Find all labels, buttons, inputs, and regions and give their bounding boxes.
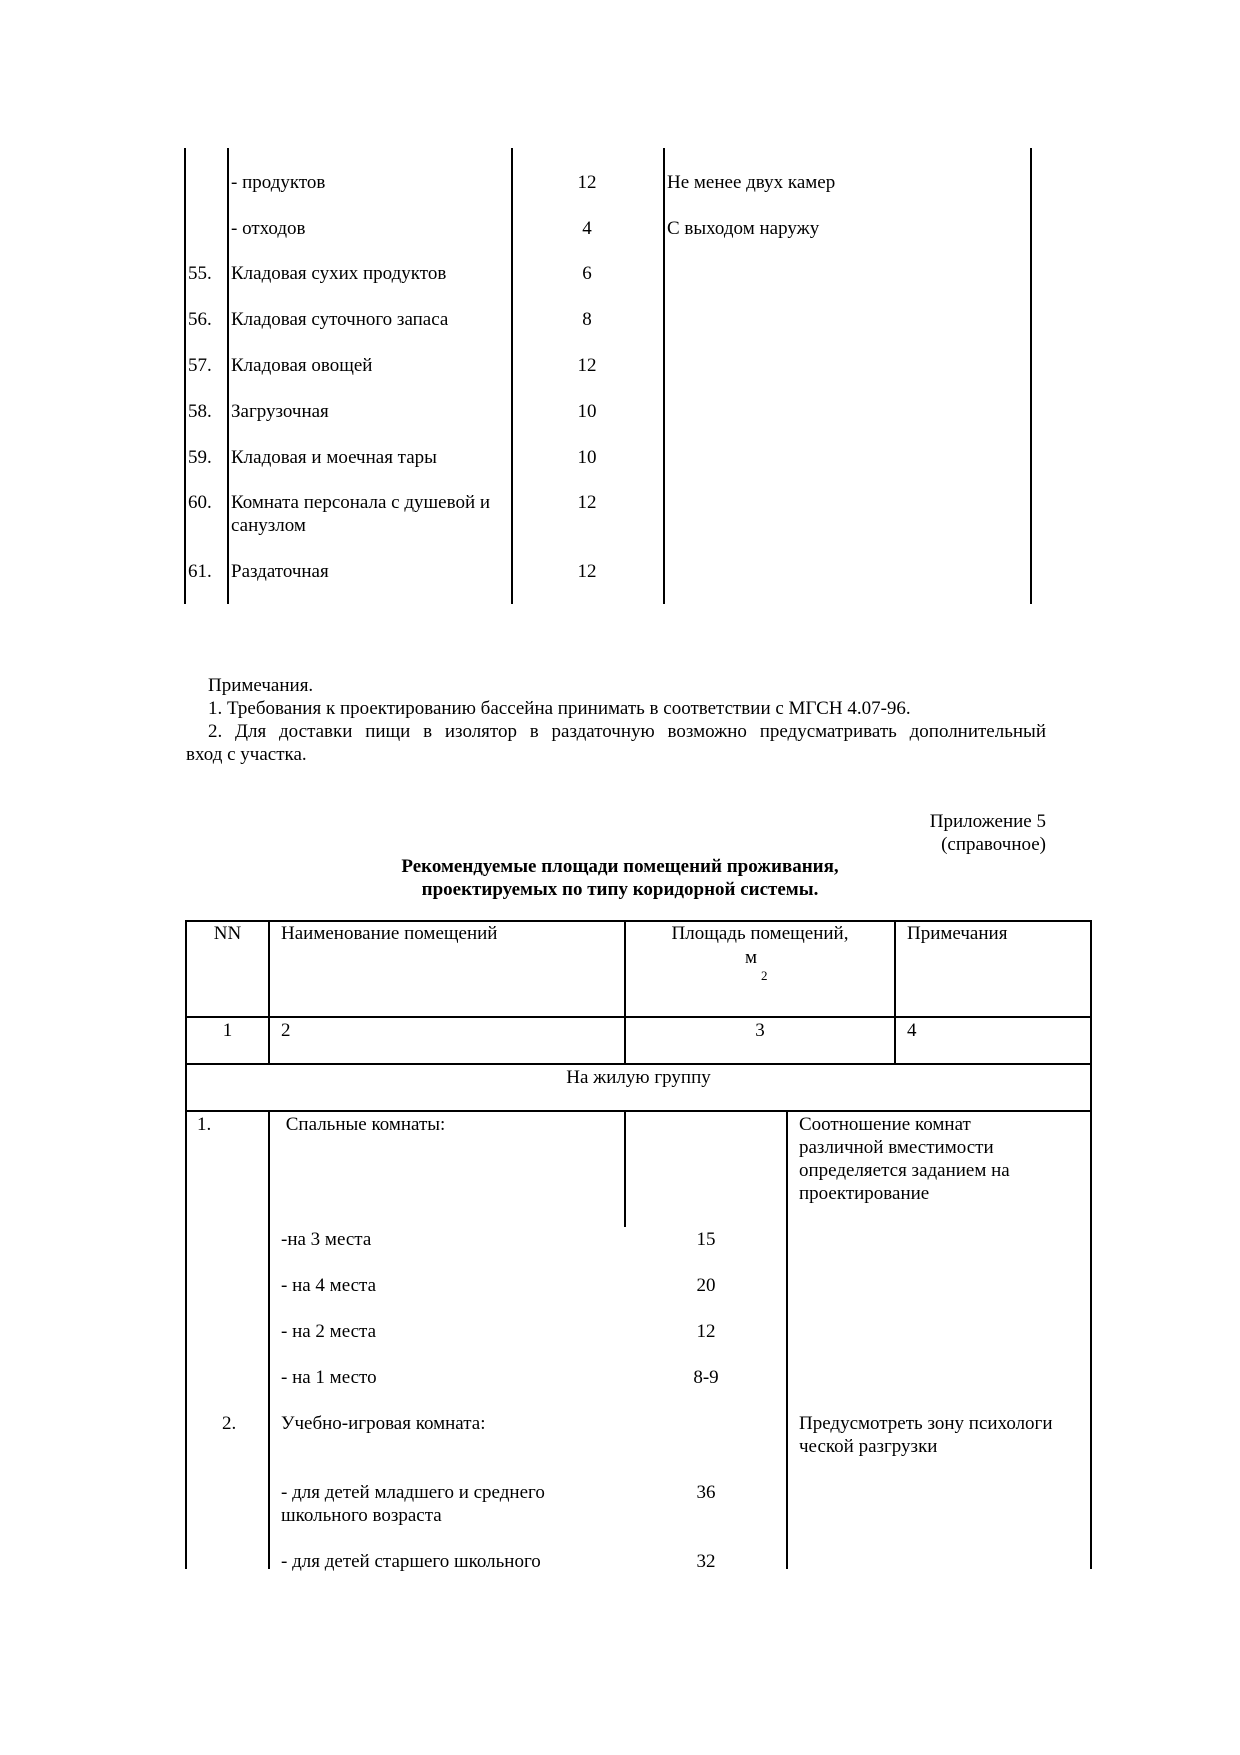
table-row-note: ческой разгрузки bbox=[799, 1436, 938, 1457]
sub-row-area: 15 bbox=[696, 1229, 716, 1250]
table-1-border bbox=[184, 148, 186, 604]
table-row-note: С выходом наружу bbox=[667, 218, 820, 239]
table-row-area: 12 bbox=[577, 492, 597, 513]
table-row-area: 10 bbox=[577, 401, 597, 422]
table-row-name: Кладовая сухих продуктов bbox=[231, 263, 447, 284]
table-2-border bbox=[185, 1063, 1092, 1065]
sub-row-area: 32 bbox=[696, 1551, 716, 1572]
table-row-name: Раздаточная bbox=[231, 561, 329, 582]
table-row-note: определяется заданием на bbox=[799, 1160, 1010, 1181]
sub-row-area: 36 bbox=[696, 1482, 716, 1503]
table-2-border bbox=[268, 920, 270, 1065]
table-1-border bbox=[663, 148, 665, 604]
table-row-name: - отходов bbox=[231, 218, 306, 239]
sub-row-name: - для детей старшего школьного bbox=[281, 1551, 541, 1572]
sub-row-name: -на 3 места bbox=[281, 1229, 372, 1250]
table-row-name: Учебно-игровая комната: bbox=[281, 1413, 486, 1434]
column-number: 2 bbox=[281, 1020, 291, 1041]
table-2-border bbox=[268, 1227, 270, 1569]
column-number: 4 bbox=[907, 1020, 917, 1041]
sub-row-area: 12 bbox=[696, 1321, 716, 1342]
group-row-label: На жилую группу bbox=[566, 1067, 711, 1088]
table-2-border bbox=[268, 1110, 270, 1227]
table-row-name: Кладовая овощей bbox=[231, 355, 373, 376]
table-row-name: Кладовая и моечная тары bbox=[231, 447, 437, 468]
table-row-note: различной вместимости bbox=[799, 1137, 994, 1158]
table-2-border bbox=[1090, 920, 1092, 1569]
table-row-name: - продуктов bbox=[231, 172, 326, 193]
sub-row-name: - на 2 места bbox=[281, 1321, 377, 1342]
table-row-area: 6 bbox=[582, 263, 592, 284]
table-1-border bbox=[1030, 148, 1032, 604]
table-row-name: санузлом bbox=[231, 515, 306, 536]
table-1-border bbox=[511, 148, 513, 604]
appendix-sublabel: (справочное) bbox=[941, 834, 1046, 855]
column-header-name: Наименование помещений bbox=[281, 923, 498, 944]
table-row-note: Не менее двух камер bbox=[667, 172, 836, 193]
note-item: вход с участка. bbox=[186, 744, 307, 765]
sub-row-name: - на 1 место bbox=[281, 1367, 377, 1388]
table-row-number: 55. bbox=[188, 263, 212, 284]
table-row-number: 61. bbox=[188, 561, 212, 582]
sub-row-area: 20 bbox=[696, 1275, 716, 1296]
appendix-title: Рекомендуемые площади помещений проживания, bbox=[401, 856, 839, 877]
table-row-number: 57. bbox=[188, 355, 212, 376]
sub-row-name: школьного возраста bbox=[281, 1505, 442, 1526]
column-header-nn: NN bbox=[213, 923, 242, 944]
sub-row-name: - для детей младшего и среднего bbox=[281, 1482, 545, 1503]
table-row-number: 2. bbox=[222, 1413, 237, 1434]
note-item: 2. Для доставки пищи в изолятор в раздаточную возможно предусматривать дополнительный bbox=[208, 721, 1046, 742]
appendix-label: Приложение 5 bbox=[929, 811, 1046, 832]
table-row-area: 12 bbox=[577, 561, 597, 582]
table-2-border bbox=[185, 920, 187, 1569]
column-header-area: Площадь помещений, bbox=[671, 923, 849, 944]
table-1-border bbox=[227, 148, 229, 604]
note-item: 1. Требования к проектированию бассейна принимать в соответствии с МГСН 4.07-96. bbox=[208, 698, 911, 719]
table-row-number: 59. bbox=[188, 447, 212, 468]
table-row-name: Комната персонала с душевой и bbox=[231, 492, 491, 513]
table-row-note: Соотношение комнат bbox=[799, 1114, 971, 1135]
table-row-number: 1. bbox=[197, 1114, 212, 1135]
table-row-note: Предусмотреть зону психологи bbox=[799, 1413, 1053, 1434]
table-2-border bbox=[185, 1016, 1092, 1018]
table-row-area: 12 bbox=[577, 172, 597, 193]
table-2-border bbox=[786, 1110, 788, 1569]
table-row-area: 4 bbox=[582, 218, 592, 239]
table-2-border bbox=[894, 920, 896, 1065]
table-row-number: 60. bbox=[188, 492, 212, 513]
table-row-area: 10 bbox=[577, 447, 597, 468]
table-row-number: 56. bbox=[188, 309, 212, 330]
table-row-number: 58. bbox=[188, 401, 212, 422]
column-header-notes: Примечания bbox=[907, 923, 1008, 944]
table-row-name: Загрузочная bbox=[231, 401, 329, 422]
table-row-name: Кладовая суточного запаса bbox=[231, 309, 449, 330]
column-number: 3 bbox=[755, 1020, 765, 1041]
column-header-area-superscript: 2 bbox=[761, 968, 768, 983]
table-2-border bbox=[624, 1110, 626, 1227]
table-row-area: 12 bbox=[577, 355, 597, 376]
table-row-name: Спальные комнаты: bbox=[281, 1114, 446, 1135]
table-2-border bbox=[185, 1110, 1092, 1112]
sub-row-name: - на 4 места bbox=[281, 1275, 377, 1296]
table-row-area: 8 bbox=[582, 309, 592, 330]
table-row-note: проектирование bbox=[799, 1183, 930, 1204]
column-header-area-unit: м bbox=[745, 947, 758, 968]
notes-heading: Примечания. bbox=[208, 675, 314, 696]
appendix-title: проектируемых по типу коридорной системы. bbox=[421, 879, 819, 900]
sub-row-area: 8-9 bbox=[693, 1367, 719, 1388]
column-number: 1 bbox=[222, 1020, 233, 1041]
